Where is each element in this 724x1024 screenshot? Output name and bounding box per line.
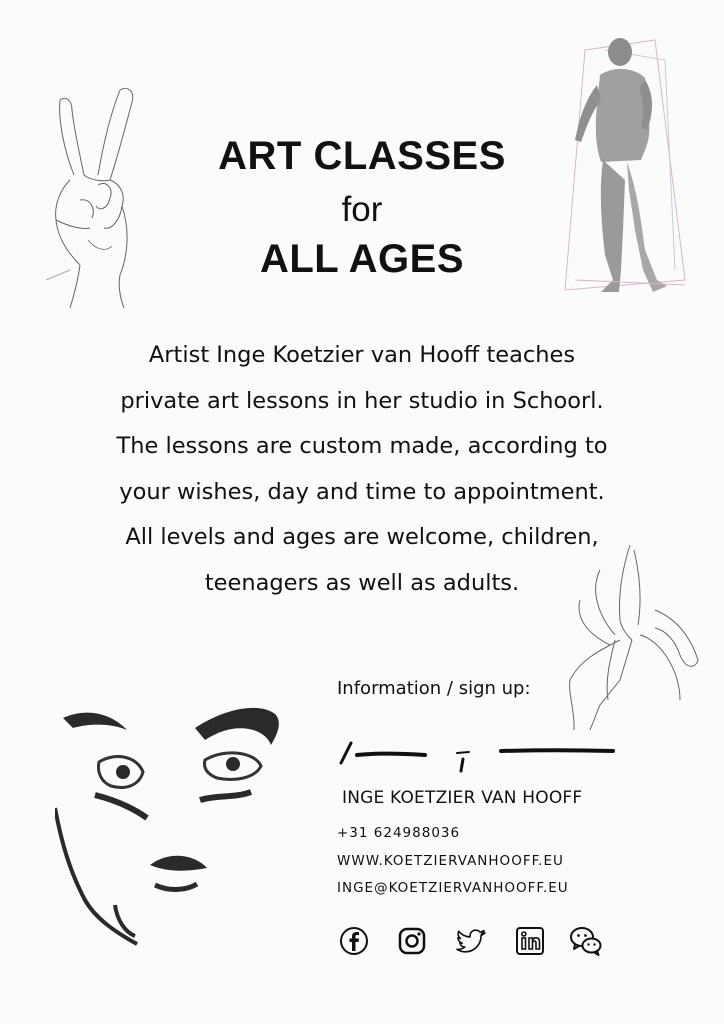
facebook-icon[interactable] bbox=[337, 924, 371, 958]
title-line-3: ALL AGES bbox=[259, 237, 465, 281]
intro-line: All levels and ages are welcome, children, bbox=[125, 524, 599, 550]
intro-line: private art lessons in her studio in Schoorl. bbox=[120, 387, 604, 414]
website-link[interactable]: WWW.KOETZIERVANHOOFF.EU bbox=[337, 853, 564, 869]
phone-number[interactable]: +31 624988036 bbox=[337, 825, 461, 841]
signature bbox=[337, 733, 622, 773]
linkedin-icon[interactable] bbox=[513, 924, 547, 958]
intro-line: The lessons are custom made, according to bbox=[116, 433, 608, 459]
intro-line: your wishes, day and time to appointment. bbox=[119, 478, 605, 505]
wechat-icon[interactable] bbox=[569, 924, 603, 958]
email-link[interactable]: INGE@KOETZIERVANHOOFF.EU bbox=[337, 880, 569, 896]
twitter-icon[interactable] bbox=[455, 924, 489, 958]
face-ink-drawing bbox=[55, 700, 305, 950]
contact-block bbox=[337, 678, 637, 896]
title-line-1: ART CLASSES bbox=[218, 134, 506, 178]
artist-name: INGE KOETZIER VAN HOOFF bbox=[342, 788, 583, 808]
intro-line: Artist Inge Koetzier van Hooff teaches bbox=[148, 342, 576, 368]
intro-paragraph bbox=[100, 333, 624, 606]
title-line-2: for bbox=[341, 190, 383, 229]
info-label: Information / sign up: bbox=[337, 678, 531, 699]
instagram-icon[interactable] bbox=[395, 924, 429, 958]
intro-line: teenagers as well as adults. bbox=[204, 569, 520, 596]
